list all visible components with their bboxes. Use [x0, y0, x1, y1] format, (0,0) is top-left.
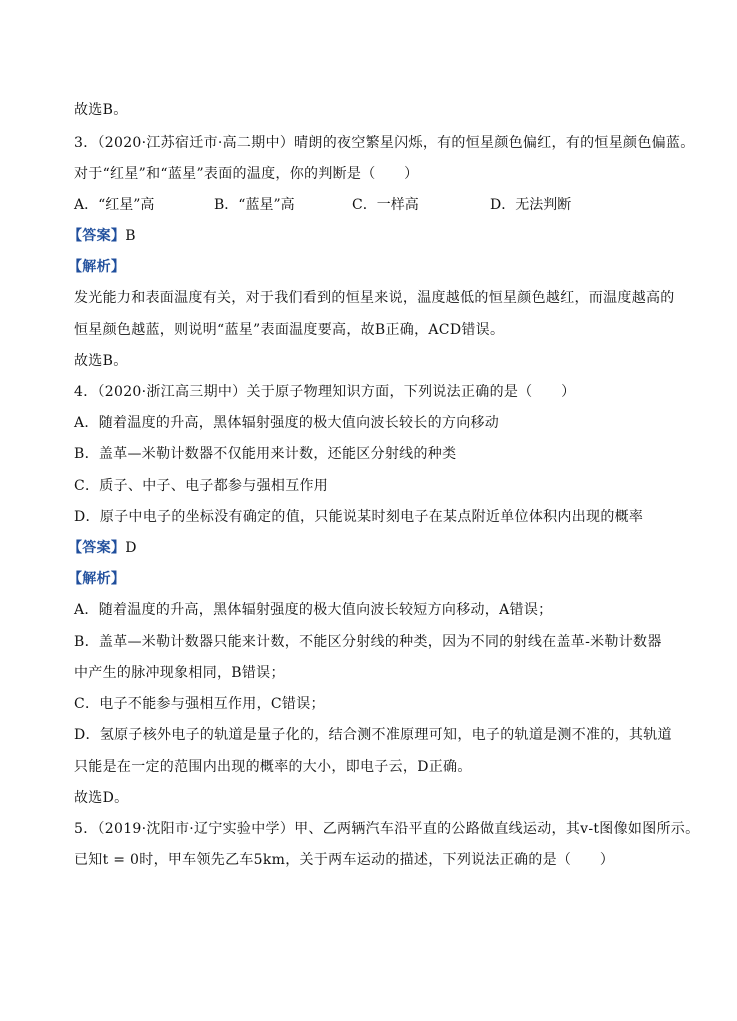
answer-label: 【答案】 [68, 228, 126, 244]
q4-option-a: A．随着温度的升高，黑体辐射强度的极大值向波长较长的方向移动 [74, 415, 500, 431]
q4-analysis-a: A．随着温度的升高，黑体辐射强度的极大值向波长较短方向移动，A错误； [74, 602, 553, 618]
analysis-label: 【解析】 [68, 571, 126, 587]
q4-analysis-d-line2: 只能是在一定的范围内出现的概率的大小，即电子云，D正确。 [74, 759, 472, 775]
q4-analysis-heading [68, 569, 125, 589]
q3-option-c: C．一样高 [352, 197, 419, 213]
answer-label: 【答案】 [68, 540, 126, 556]
answer-value: B [125, 228, 136, 244]
q3-answer [68, 226, 136, 246]
q3-option-d: D．无法判断 [490, 197, 572, 213]
q4-conclusion: 故选D。 [74, 790, 129, 806]
q3-analysis-heading [68, 257, 125, 277]
q4-analysis-d-line1: D．氢原子核外电子的轨道是量子化的，结合测不准原理可知，电子的轨道是测不准的，其轨道 [74, 727, 672, 743]
q4-analysis-c: C．电子不能参与强相互作用，C错误； [74, 696, 325, 712]
q5-stem-line2: 已知t = 0时，甲车领先乙车5km，关于两车运动的描述，下列说法正确的是（ ） [74, 852, 615, 868]
q3-analysis-line1: 发光能力和表面温度有关，对于我们看到的恒星来说，温度越低的恒星颜色越红，而温度越高的 [74, 290, 675, 306]
q4-option-c: C．质子、中子、电子都参与强相互作用 [74, 478, 329, 494]
answer-value: D [125, 540, 137, 556]
analysis-label: 【解析】 [68, 259, 126, 275]
q4-answer [68, 538, 137, 558]
q3-stem-line1: 3．（2020·江苏宿迁市·高二期中）晴朗的夜空繁星闪烁，有的恒星颜色偏红，有的恒星颜色偏蓝。 [74, 135, 695, 151]
q3-conclusion: 故选B。 [74, 353, 128, 369]
q3-analysis-line2: 恒星颜色越蓝，则说明“蓝星”表面温度要高，故B正确，ACD错误。 [74, 322, 505, 338]
q4-analysis-b-line1: B．盖革—米勒计数器只能来计数，不能区分射线的种类，因为不同的射线在盖革-米勒计数器 [74, 634, 662, 650]
q4-option-d: D．原子中电子的坐标没有确定的值，只能说某时刻电子在某点附近单位体积内出现的概率 [74, 509, 644, 525]
q4-analysis-b-line2: 中产生的脉冲现象相同，B错误； [74, 665, 285, 681]
q2-conclusion: 故选B。 [74, 102, 128, 118]
q5-stem-line1: 5．（2019·沈阳市·辽宁实验中学）甲、乙两辆汽车沿平直的公路做直线运动，其v-t图像如图所示。 [74, 821, 700, 837]
q3-option-a: A．“红星”高 [74, 197, 155, 213]
q3-option-b: B．“蓝星”高 [214, 197, 295, 213]
q4-option-b: B．盖革—米勒计数器不仅能用来计数，还能区分射线的种类 [74, 446, 457, 462]
q3-stem-line2: 对于“红星”和“蓝星”表面的温度，你的判断是（ ） [74, 166, 419, 182]
q4-stem: 4．（2020·浙江高三期中）关于原子物理知识方面，下列说法正确的是（ ） [74, 384, 576, 400]
